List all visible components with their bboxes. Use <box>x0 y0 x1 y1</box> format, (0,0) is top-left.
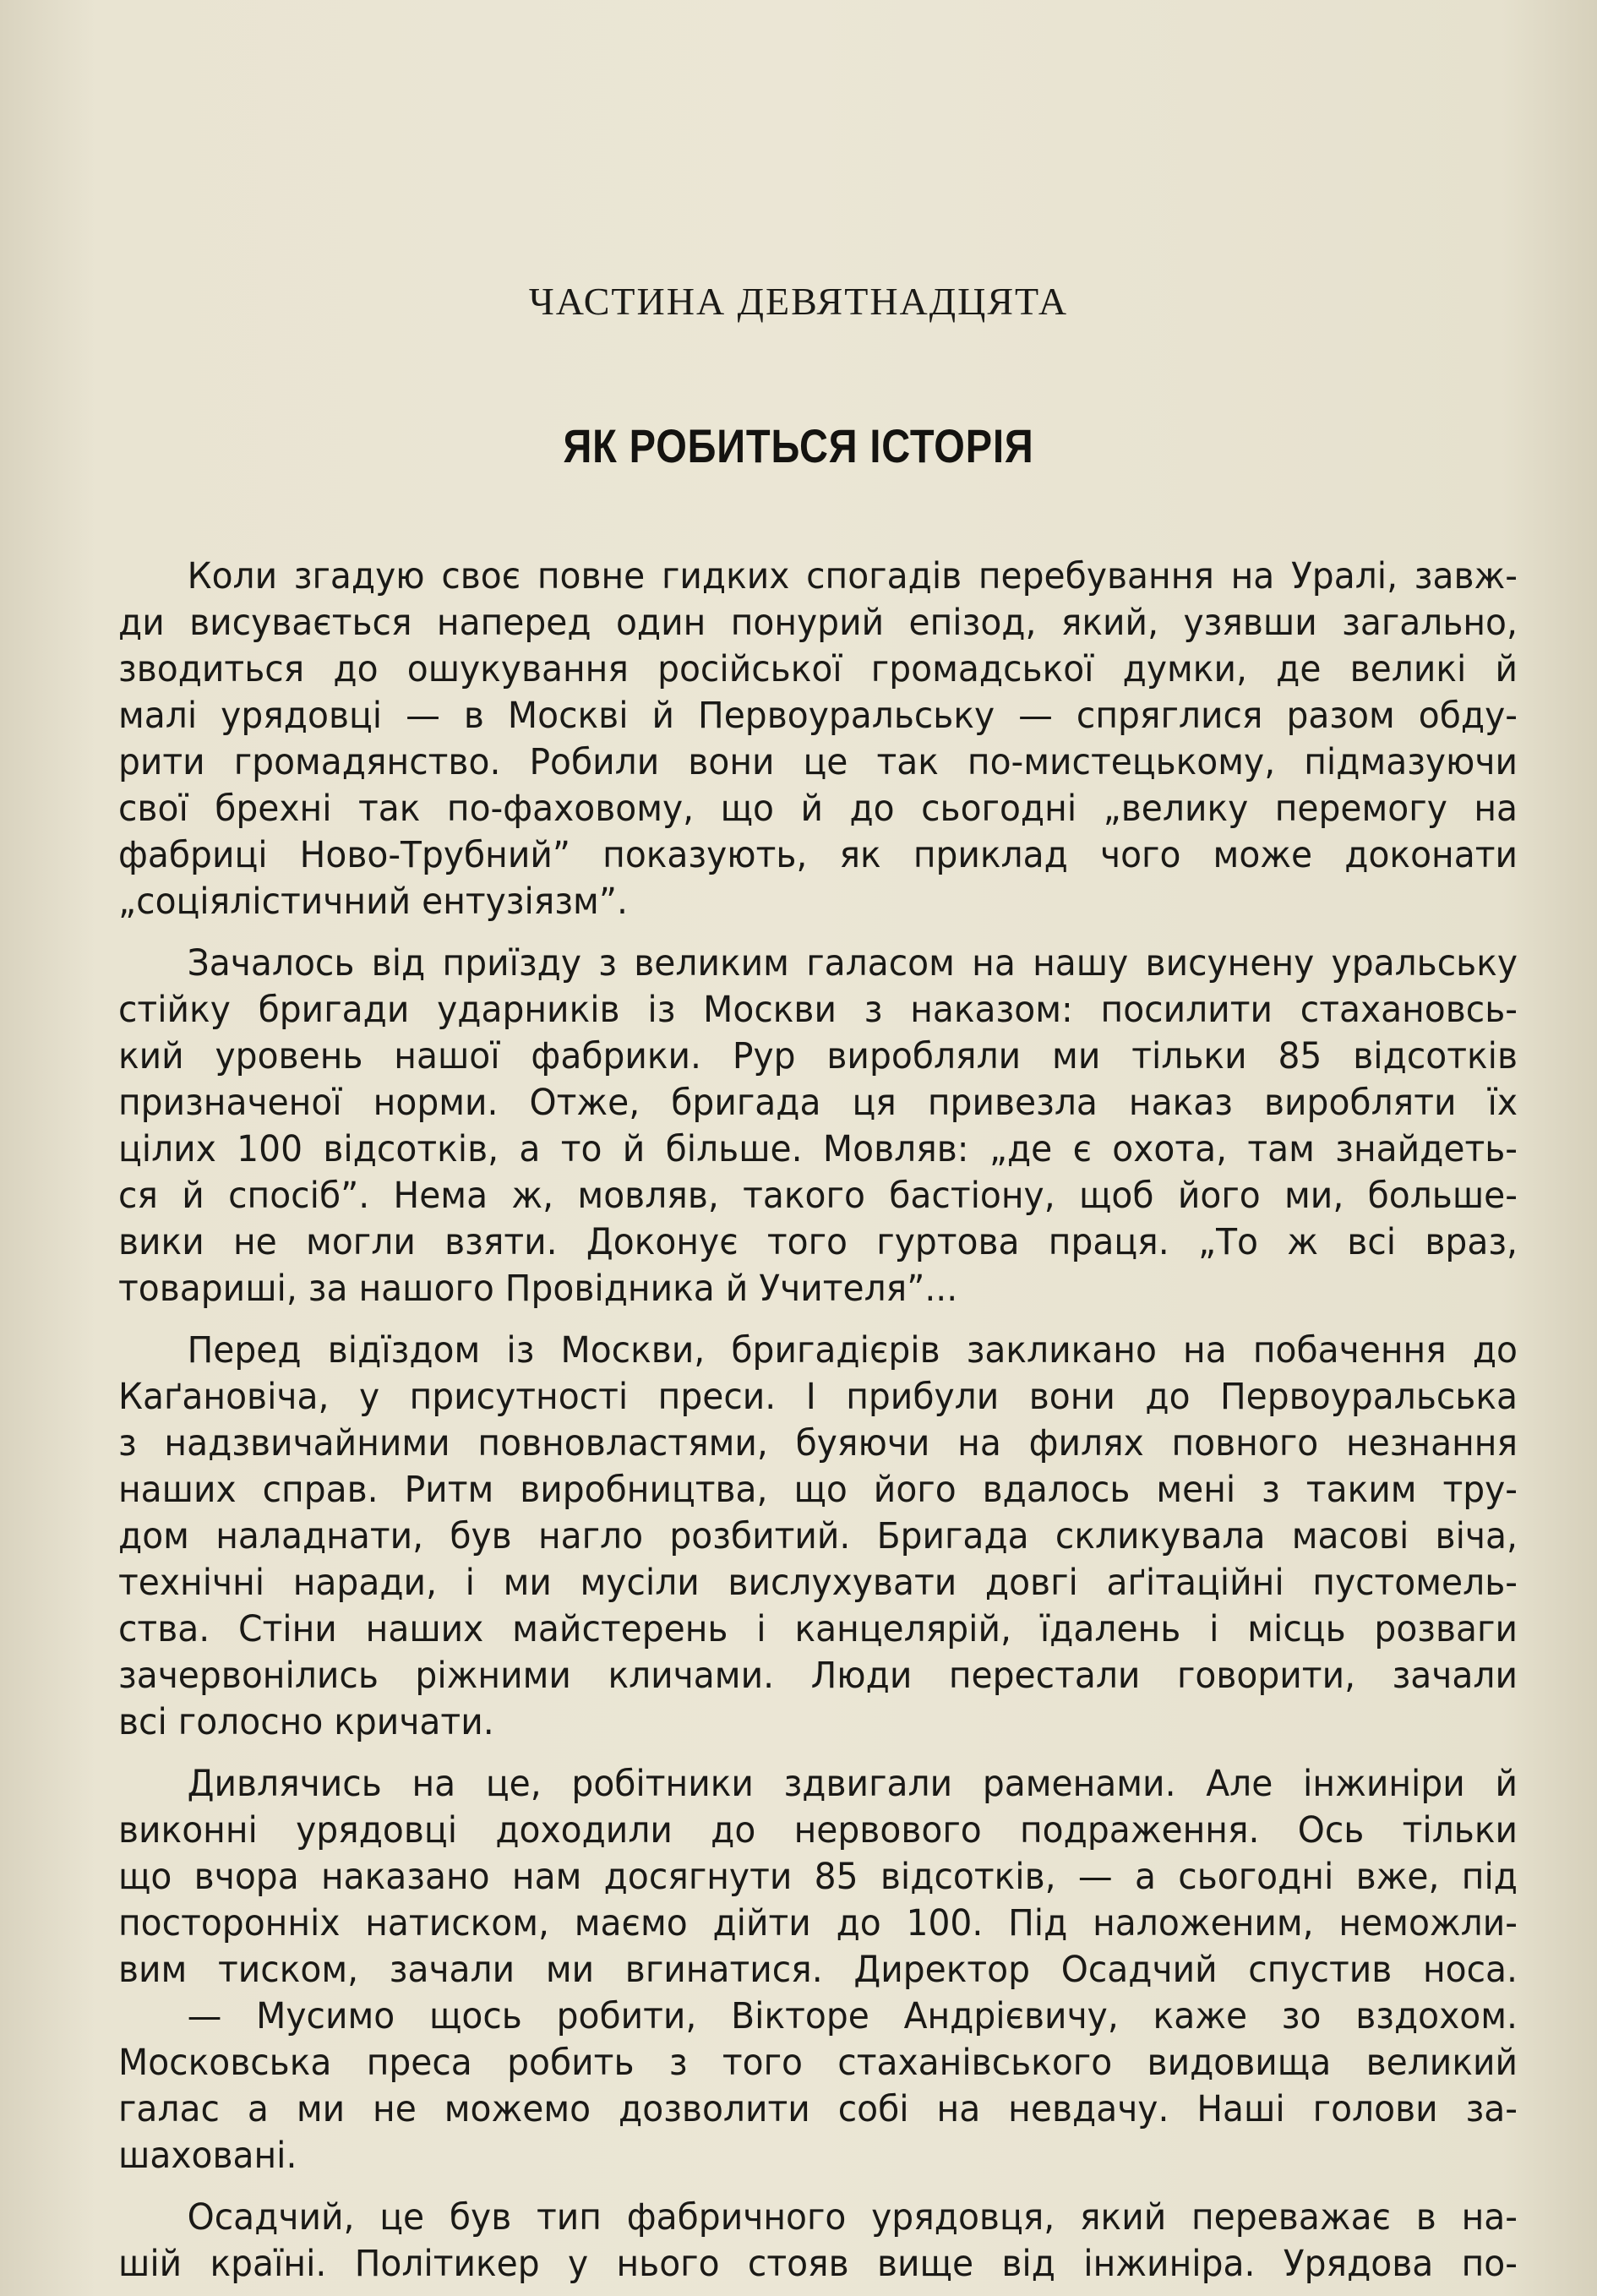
paragraph-1 <box>118 554 1518 925</box>
text-line: Перед відїздом із Москви, бригадієрів закликано на побачення до <box>187 1330 1518 1372</box>
text-line: малі урядовці — в Москві й Первоуральську — спряглися разом обду- <box>118 695 1518 737</box>
text-line: фабриці Ново-Трубний” показують, як приклад чого може доконати <box>118 835 1518 876</box>
text-line: галас а ми не можемо дозволити собі на невдачу. Наші голови за- <box>118 2089 1518 2130</box>
paragraph-6 <box>118 2195 1518 2288</box>
text-line: рити громадянство. Робили вони це так по-мистецькому, підмазуючи <box>118 742 1518 783</box>
text-line: виконні урядовці доходили до нервового подраження. Ось тільки <box>118 1810 1518 1852</box>
text-line: технічні наради, і ми мусіли вислухувати довгі аґітаційні пустомель- <box>118 1562 1518 1604</box>
text-line: шій країні. Політикер у нього стояв вище від інжиніра. Урядова по- <box>118 2244 1518 2285</box>
chapter-heading: ЧАСТИНА ДЕВЯТНАДЦЯТА <box>528 280 1069 323</box>
text-line: Московська преса робить з того стаханівського видовища великий <box>118 2042 1518 2084</box>
text-line: Осадчий, це був тип фабричного урядовця, який переважає в на- <box>187 2197 1518 2239</box>
text-line: ся й спосіб”. Нема ж, мовляв, такого бастіону, щоб його ми, больше- <box>118 1175 1518 1217</box>
text-line: вики не могли взяти. Доконує того гуртова праця. „То ж всі враз, <box>118 1222 1518 1263</box>
text-line: зводиться до ошукування російської громадської думки, де великі й <box>118 649 1518 690</box>
text-line: ди висувається наперед один понурий епізод, який, узявши загально, <box>118 603 1518 644</box>
text-line: ства. Стіни наших майстерень і канцелярій, їдалень і місць розваги <box>118 1609 1518 1650</box>
text-line: посторонніх натиском, маємо дійти до 100. Під наложеним, неможли- <box>118 1903 1518 1944</box>
text-line: зачервонілись ріжними кличами. Люди перестали говорити, зачали <box>118 1655 1518 1697</box>
text-line: наших справ. Ритм виробництва, що його вдалось мені з таким тру- <box>118 1470 1518 1511</box>
paragraph-3 <box>118 1328 1518 1746</box>
text-line: призначеної норми. Отже, бригада ця привезла наказ виробляти їх <box>118 1083 1518 1124</box>
text-line: Зачалось від приїзду з великим галасом на нашу висунену уральську <box>187 943 1518 984</box>
body-text <box>118 554 1518 2288</box>
text-line: кий уровень нашої фабрики. Рур виробляли ми тільки 85 відсотків <box>118 1036 1518 1077</box>
text-line: дом наладнати, був нагло розбитий. Бригада скликувала масові віча, <box>118 1516 1518 1557</box>
chapter-title: ЯК РОБИТЬСЯ ІСТОРІЯ <box>563 419 1034 472</box>
text-line: товариші, за нашого Провідника й Учителя”... <box>118 1268 958 1310</box>
paragraph-5 <box>118 1993 1518 2179</box>
text-line: — Мусимо щось робити, Вікторе Андрієвичу, каже зо вздохом. <box>187 1996 1518 2037</box>
text-line: вим тиском, зачали ми вгинатися. Директор Осадчий спустив носа. <box>118 1950 1518 1991</box>
text-line: цілих 100 відсотків, а то й більше. Мовляв: „де є охота, там знайдеть- <box>118 1129 1518 1170</box>
paragraph-2 <box>118 941 1518 1312</box>
text-line: Каґановіча, у присутності преси. І прибули вони до Первоуральська <box>118 1377 1518 1418</box>
text-line: всі голосно кричати. <box>118 1702 494 1743</box>
text-line: що вчора наказано нам досягнути 85 відсотків, — а сьогодні вже, під <box>118 1857 1518 1898</box>
text-line: з надзвичайними повновластями, буяючи на филях повного незнання <box>118 1423 1518 1464</box>
paragraph-4 <box>118 1761 1518 1993</box>
text-line: „соціялістичний ентузіязм”. <box>118 881 628 923</box>
text-line: стійку бригади ударників із Москви з наказом: посилити стахановсь- <box>118 990 1518 1031</box>
text-line: шаховані. <box>118 2135 297 2177</box>
text-line: свої брехні так по-фаховому, що й до сьогодні „велику перемогу на <box>118 788 1518 830</box>
text-line: Дивлячись на це, робітники здвигали раменами. Але інжиніри й <box>187 1764 1518 1805</box>
text-line: Коли згадую своє повне гидких спогадів перебування на Уралі, завж- <box>187 556 1518 597</box>
